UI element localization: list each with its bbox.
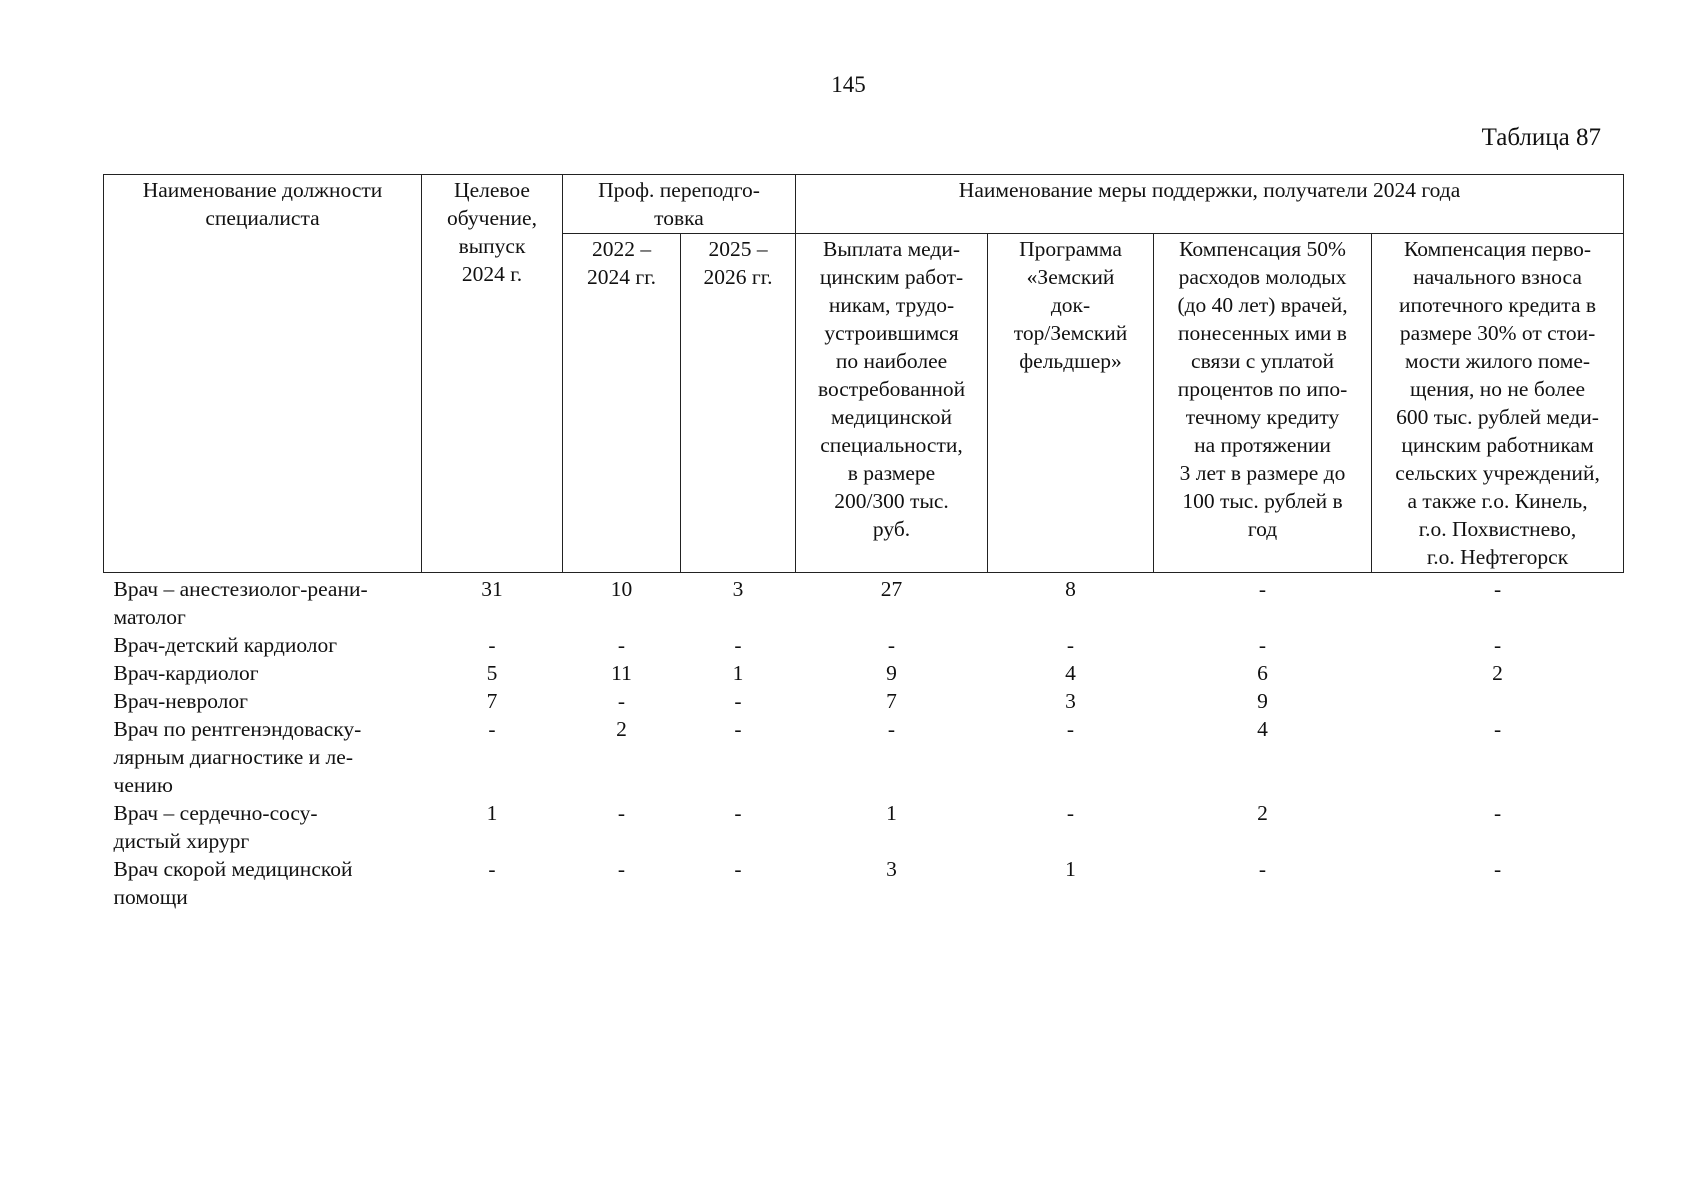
header-row-1 <box>104 175 1624 234</box>
position-name: Врач-невролог <box>113 689 248 713</box>
cell-target-training: 5 <box>486 661 498 685</box>
cell-target-training: - <box>488 857 496 881</box>
cell-retraining-2022: - <box>617 689 626 713</box>
cell-retraining-2025: - <box>734 633 742 657</box>
cell-comp30: 2 <box>1492 661 1503 685</box>
cell-payment: 3 <box>886 857 897 881</box>
cell-comp30: - <box>1493 577 1502 601</box>
cell-payment: 27 <box>880 577 903 601</box>
table-row <box>104 573 1624 632</box>
cell-retraining-2022: - <box>617 801 626 825</box>
cell-retraining-2025: - <box>734 717 742 741</box>
cell-target-training: - <box>488 633 496 657</box>
cell-retraining-2022: 11 <box>611 661 632 685</box>
header-comp30: Компенсация перво- начального взноса ипотечного кредита в размере 30% от стои- мости жилого поме- щения, но не более 600 тыс. рублей меди- цинским работникам сельских учреждений, а также г.о. Кинель, г.о. Похвистнево, г.о. Нефтегорск <box>1372 234 1624 573</box>
cell-payment: 1 <box>886 801 897 825</box>
header-payment: Выплата меди- цинским работ- никам, трудо- устроившимся по наиболее востребованной медицинской специальности, в размере 200/300 тыс. руб. <box>796 234 988 573</box>
header-zemsky: Программа «Земский док- тор/Земский фельдшер» <box>988 234 1154 573</box>
table-title: Таблица 87 <box>1481 124 1601 151</box>
table-row <box>104 799 1624 855</box>
cell-comp50: 4 <box>1257 717 1268 741</box>
cell-comp30: - <box>1493 717 1502 741</box>
cell-zemsky: 8 <box>1065 577 1076 601</box>
table-row <box>104 687 1624 715</box>
cell-comp50: 6 <box>1257 661 1268 685</box>
cell-comp50: - <box>1258 857 1267 881</box>
position-name: Врач-детский кардиолог <box>113 633 338 657</box>
cell-retraining-2025: 1 <box>732 661 744 685</box>
cell-zemsky: 4 <box>1065 661 1076 685</box>
table-row <box>104 631 1624 659</box>
cell-target-training: 1 <box>486 801 498 825</box>
header-retraining: Проф. переподго- товка <box>563 175 796 234</box>
position-name: Врач по рентгенэндоваску- лярным диагностике и ле- чению <box>113 717 362 797</box>
cell-zemsky: - <box>1066 801 1075 825</box>
cell-comp30: - <box>1493 633 1502 657</box>
cell-payment: - <box>887 633 896 657</box>
cell-payment: 7 <box>886 689 897 713</box>
cell-target-training: 31 <box>481 577 503 601</box>
cell-retraining-2022: 2 <box>616 717 627 741</box>
cell-payment: 9 <box>886 661 897 685</box>
cell-payment: - <box>887 717 896 741</box>
table-row <box>104 715 1624 799</box>
cell-comp30 <box>1372 687 1624 715</box>
header-position: Наименование должности специалиста <box>104 175 422 573</box>
position-name: Врач – сердечно-сосу- дистый хирург <box>113 801 318 853</box>
cell-zemsky: 3 <box>1065 689 1076 713</box>
position-name: Врач-кардиолог <box>113 661 259 685</box>
cell-zemsky: - <box>1066 717 1075 741</box>
page-number: 145 <box>831 72 866 97</box>
cell-retraining-2025: - <box>734 689 742 713</box>
position-name: Врач скорой медицинской помощи <box>113 857 353 909</box>
cell-target-training: - <box>488 717 496 741</box>
cell-comp30: - <box>1493 801 1502 825</box>
position-name: Врач – анестезиолог-реани- матолог <box>113 577 368 629</box>
cell-retraining-2025: - <box>734 857 742 881</box>
table-row <box>104 659 1624 687</box>
cell-comp50: 9 <box>1257 689 1268 713</box>
header-comp50: Компенсация 50% расходов молодых (до 40 лет) врачей, понесенных ими в связи с уплатой процентов по ипо- течному кредиту на протяжении 3 лет в размере до 100 тыс. рублей в год <box>1154 234 1372 573</box>
cell-comp50: - <box>1258 577 1267 601</box>
cell-target-training: 7 <box>486 689 498 713</box>
header-support: Наименование меры поддержки, получатели 2024 года <box>796 175 1624 234</box>
cell-comp30: - <box>1493 857 1502 881</box>
support-measures-table <box>103 174 1624 911</box>
cell-comp50: 2 <box>1257 801 1268 825</box>
cell-retraining-2022: 10 <box>610 577 633 601</box>
cell-retraining-2025: - <box>734 801 742 825</box>
table-row <box>104 855 1624 911</box>
cell-zemsky: 1 <box>1065 857 1076 881</box>
cell-retraining-2022: - <box>617 633 626 657</box>
cell-comp50: - <box>1258 633 1267 657</box>
cell-retraining-2025: 3 <box>732 577 744 601</box>
cell-zemsky: - <box>1066 633 1075 657</box>
header-target-training: Целевое обучение, выпуск 2024 г. <box>422 175 563 573</box>
header-retraining-2022: 2022 – 2024 гг. <box>563 234 681 573</box>
cell-retraining-2022: - <box>617 857 626 881</box>
header-retraining-2025: 2025 – 2026 гг. <box>681 234 796 573</box>
